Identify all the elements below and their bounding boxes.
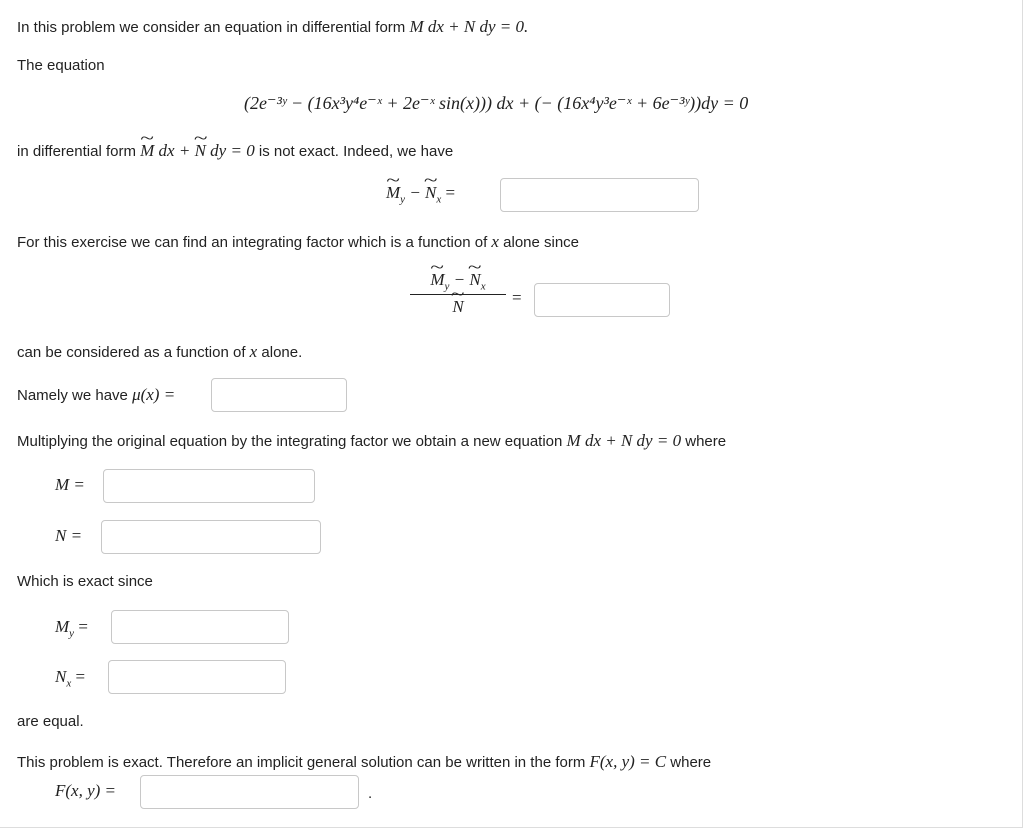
exact-problem-post: where bbox=[670, 754, 712, 771]
my-label: $M_y$ = bbox=[55, 617, 88, 640]
namely-math: μ(x) = bbox=[132, 385, 176, 404]
if-post: alone since bbox=[503, 234, 580, 251]
ratio-input[interactable] bbox=[534, 283, 670, 317]
intro-text: In this problem we consider an equation in differential form bbox=[17, 19, 406, 36]
not-exact-mid: dx + bbox=[154, 141, 195, 160]
not-exact-end: dy = 0 bbox=[205, 141, 255, 160]
my-minus-nx-equals: = bbox=[445, 183, 456, 202]
my-input[interactable] bbox=[111, 610, 289, 644]
ratio-numerator: ~ $M_y$ − ~ $N_x$ bbox=[410, 270, 506, 295]
not-exact-post: is not exact. Indeed, we have bbox=[258, 143, 454, 160]
n-tilde: ~ N bbox=[195, 141, 206, 161]
namely-line bbox=[17, 385, 175, 405]
f-input[interactable] bbox=[140, 775, 359, 809]
are-equal-text: are equal. bbox=[17, 713, 84, 730]
my-minus-nx-expression: ~ $M_y$ − ~ $N_x$ = bbox=[386, 183, 455, 205]
nx-n: ~ N bbox=[425, 183, 436, 203]
exact-problem-line bbox=[17, 752, 711, 772]
considered-post: alone. bbox=[261, 344, 303, 361]
n-input[interactable] bbox=[101, 520, 321, 554]
m-input[interactable] bbox=[103, 469, 315, 503]
multiplying-math: M dx + N dy = 0 bbox=[566, 431, 682, 450]
exact-problem-math: F(x, y) = C bbox=[589, 752, 667, 771]
equation-label: The equation bbox=[17, 57, 105, 74]
which-exact-text: Which is exact since bbox=[17, 573, 153, 590]
multiplying-post: where bbox=[685, 433, 727, 450]
considered-line bbox=[17, 342, 302, 362]
ratio-denominator: ~ N bbox=[410, 295, 506, 317]
if-var: x bbox=[491, 232, 499, 251]
nx-equals: = bbox=[75, 667, 86, 686]
my-m: ~ M bbox=[386, 183, 400, 203]
n-label: N = bbox=[55, 526, 83, 545]
my-minus-nx-input[interactable] bbox=[500, 178, 699, 212]
multiplying-line bbox=[17, 431, 726, 451]
integrating-factor-line bbox=[17, 232, 579, 252]
considered-pre: can be considered as a function of bbox=[17, 344, 246, 361]
ratio-equals: = bbox=[512, 288, 522, 307]
my-equals: = bbox=[78, 617, 88, 636]
main-equation: (2e⁻³ʸ − (16x³y⁴e⁻ˣ + 2e⁻ˣ sin(x))) dx + (− (16x⁴y³e⁻ˣ + 6e⁻³ʸ))dy = 0 bbox=[244, 93, 749, 113]
if-pre: For this exercise we can find an integrating factor which is a function of bbox=[17, 234, 488, 251]
final-period: . bbox=[368, 785, 373, 802]
multiplying-text: Multiplying the original equation by the integrating factor we obtain a new equation bbox=[17, 433, 563, 450]
exact-problem-text: This problem is exact. Therefore an implicit general solution can be written in the form bbox=[17, 754, 586, 771]
nx-label: $N_x$ = bbox=[55, 667, 86, 690]
intro-line bbox=[17, 17, 528, 37]
f-label: F(x, y) = bbox=[55, 781, 117, 800]
mu-input[interactable] bbox=[211, 378, 347, 412]
m-label: M = bbox=[55, 475, 85, 494]
nx-input[interactable] bbox=[108, 660, 286, 694]
not-exact-pre: in differential form bbox=[17, 143, 136, 160]
m-tilde: ~ M bbox=[140, 141, 154, 161]
namely-text: Namely we have bbox=[17, 387, 128, 404]
intro-math: M dx + N dy = 0. bbox=[409, 17, 529, 36]
considered-var: x bbox=[249, 342, 258, 361]
ratio-fraction bbox=[410, 270, 506, 317]
not-exact-line bbox=[17, 141, 453, 161]
